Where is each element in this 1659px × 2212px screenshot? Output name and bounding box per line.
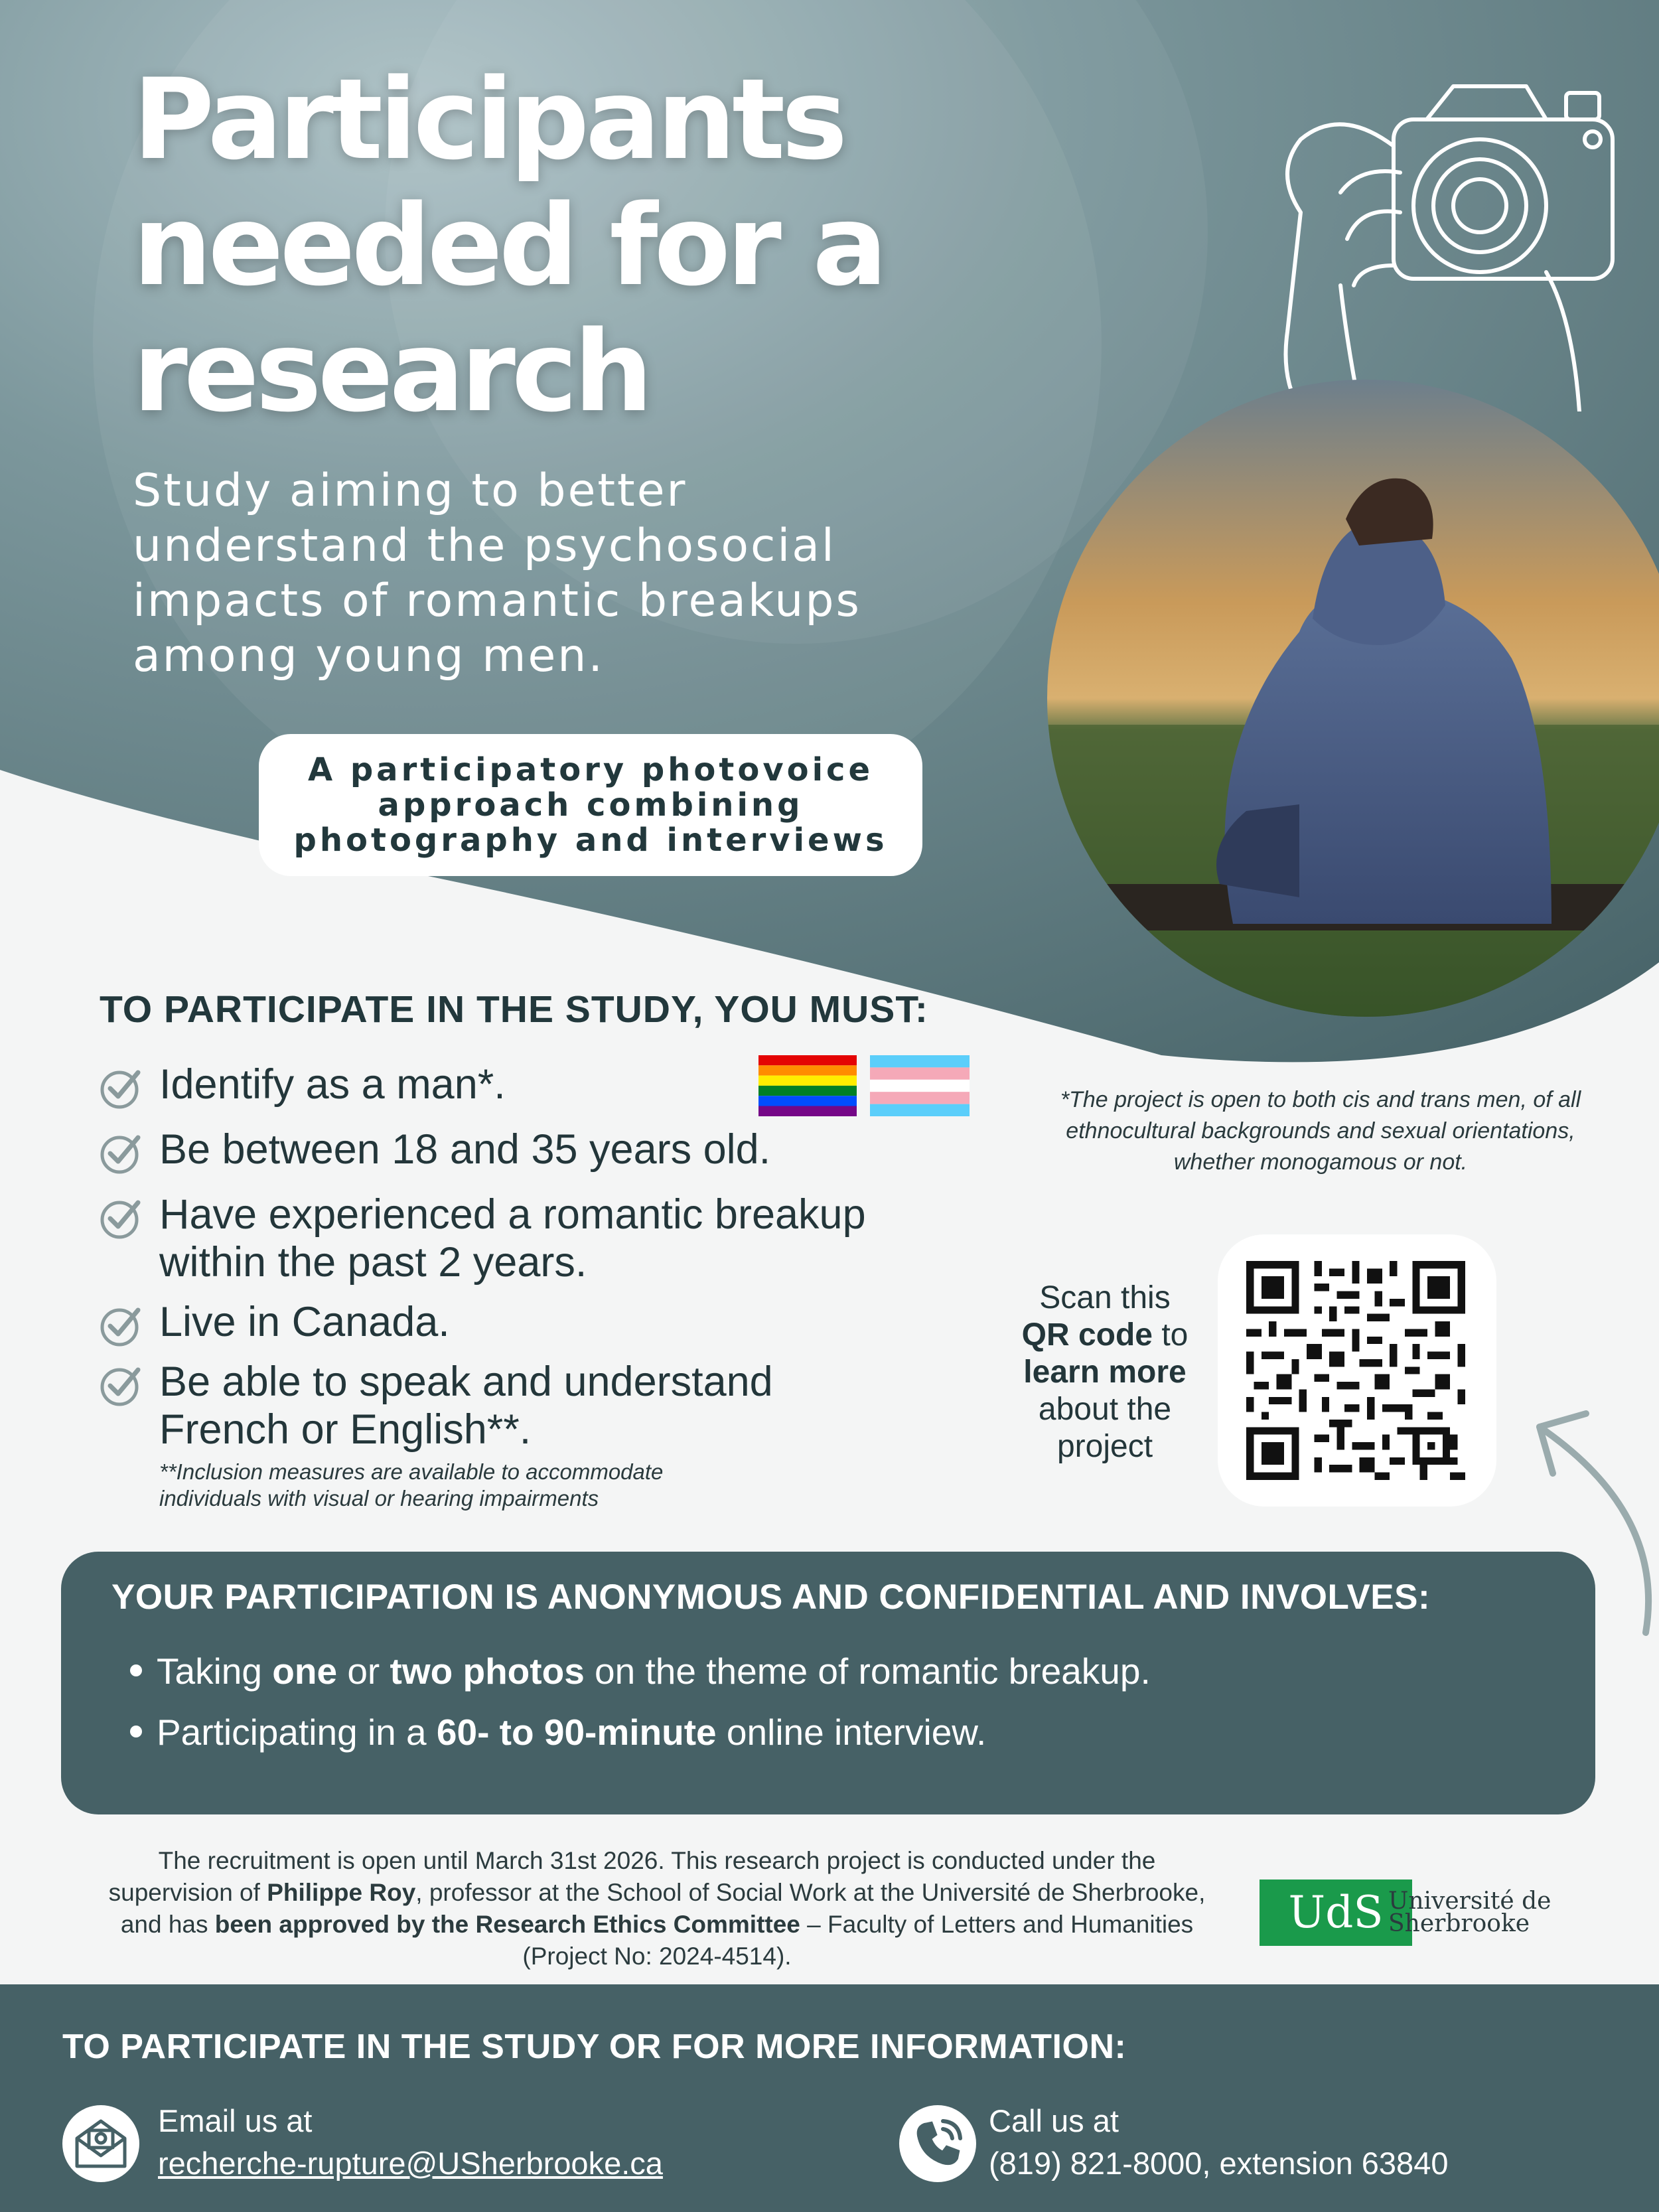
criterion-text: Identify as a man*.: [159, 1061, 506, 1108]
phone-label: Call us at: [989, 2103, 1119, 2138]
email-link[interactable]: recherche-rupture@USherbrooke.ca: [158, 2146, 663, 2181]
hands-holding-camera-icon: [1261, 66, 1632, 411]
hero-photo: [1047, 380, 1659, 1017]
criteria-heading: TO PARTICIPATE IN THE STUDY, YOU MUST:: [100, 988, 928, 1031]
criterion-text: Have experienced a romantic breakup within the past 2 years.: [159, 1191, 866, 1286]
check-icon: [100, 1303, 143, 1347]
contact-heading: TO PARTICIPATE IN THE STUDY OR FOR MORE INFORMATION:: [62, 2028, 1127, 2066]
bullet-icon: [130, 1664, 142, 1676]
criterion-item: [100, 1298, 450, 1347]
qr-instructions: Scan this QR code to learn more about the project: [1021, 1280, 1189, 1464]
criterion-text: Be able to speak and understand French or English**.: [159, 1359, 773, 1453]
approval-statement: The recruitment is open until March 31st 2026. This research project is conducted under the supervision of Philippe Roy, professor at the School of Social Work at the Université de Sherbrooke, and has been approved by the Research Ethics Committee – Faculty of Letters and Humanities (Project No: 2024-4514).: [108, 1847, 1206, 1970]
method-badge: A participatory photovoice approach combining photography and interviews: [259, 734, 922, 876]
email-label: Email us at: [158, 2103, 313, 2138]
criterion-text: Live in Canada.: [159, 1299, 450, 1345]
criterion-item: [100, 1061, 506, 1110]
page-title: Participants needed for a research: [133, 54, 884, 437]
check-icon: [100, 1066, 143, 1110]
flags: [758, 1055, 971, 1116]
email-icon: [62, 2105, 139, 2182]
check-icon: [100, 1196, 143, 1240]
qr-code[interactable]: [1246, 1261, 1465, 1480]
check-icon: [100, 1363, 143, 1407]
criterion-item: [100, 1191, 866, 1286]
bullet-icon: [130, 1726, 142, 1737]
accessibility-note: **Inclusion measures are available to accommodate individuals with visual or hearing impairments: [159, 1459, 664, 1511]
pride-flag-icon: [758, 1055, 857, 1116]
inclusion-note: *The project is open to both cis and trans men, of all ethnocultural backgrounds and sexual orientations, whether monogamous or not.: [1060, 1087, 1581, 1175]
phone-icon: [899, 2105, 976, 2182]
transgender-flag-icon: [870, 1055, 970, 1116]
university-name: Université de Sherbrooke: [1388, 1887, 1551, 1937]
participation-item: Participating in a 60- to 90-minute online interview.: [130, 1711, 986, 1753]
check-icon: [100, 1131, 143, 1175]
criterion-item: [100, 1126, 771, 1175]
criterion-item: [100, 1358, 773, 1453]
phone-number[interactable]: (819) 821-8000, extension 63840: [989, 2146, 1449, 2181]
uds-logo-text: UdS: [1288, 1887, 1384, 1938]
participation-item: Taking one or two photos on the theme of romantic breakup.: [130, 1650, 1151, 1692]
criterion-text: Be between 18 and 35 years old.: [159, 1126, 771, 1173]
study-subtitle: Study aiming to better understand the psychosocial impacts of romantic breakups among young men.: [133, 465, 861, 682]
participation-heading: YOUR PARTICIPATION IS ANONYMOUS AND CONFIDENTIAL AND INVOLVES:: [111, 1578, 1431, 1617]
